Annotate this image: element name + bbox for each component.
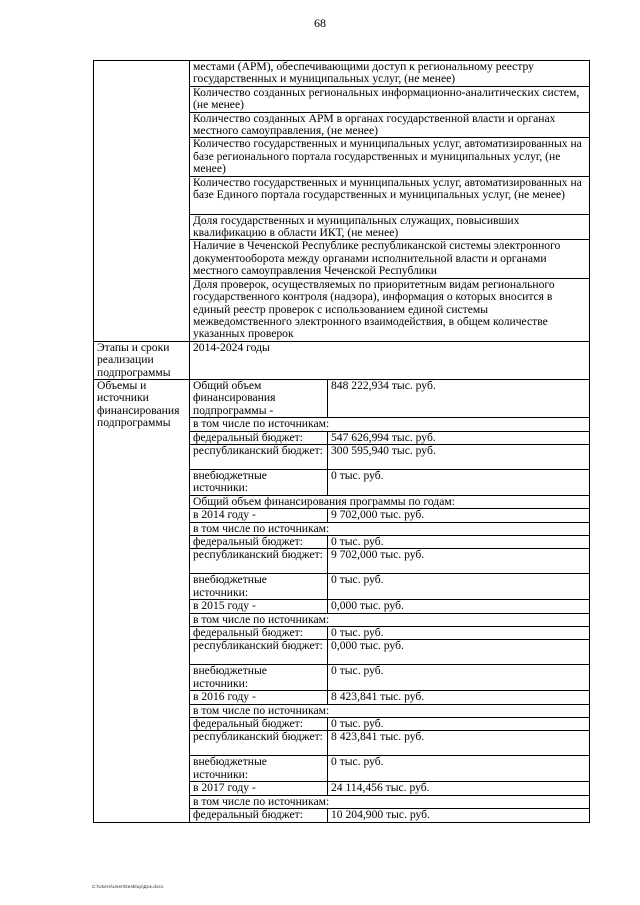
indicator-cell: Количество созданных АРМ в органах государственной власти и органах местного самоуправления, (не менее) xyxy=(190,112,590,138)
stages-label: Этапы и сроки реализации подпрограммы xyxy=(94,341,190,379)
year-offbudget-value: 0 тыс. руб. xyxy=(328,574,590,600)
year-federal-label: федеральный бюджет: xyxy=(190,536,328,549)
year-total: 0,000 тыс. руб. xyxy=(328,600,590,613)
year-offbudget-label: внебюджетные источники: xyxy=(190,665,328,691)
year-federal-value: 10 204,900 тыс. руб. xyxy=(328,809,590,822)
funding-by-years-label: Общий объем финансирования программы по годам: xyxy=(190,495,590,508)
year-republic-label: республиканский бюджет: xyxy=(190,731,328,756)
page-number: 68 xyxy=(314,16,326,30)
year-total: 8 423,841 тыс. руб. xyxy=(328,691,590,704)
indicator-cell: Доля проверок, осуществляемых по приоритетным видам регионального государственного контроля (надзора), информация о которых вносится в единый реестр проверок с использованием единой системы межведомственного электронного взаимодействия, в общем количестве указанных проверок xyxy=(190,278,590,341)
table-row xyxy=(94,341,590,379)
year-incl-sources: в том числе по источникам: xyxy=(190,522,590,535)
year-incl-sources: в том числе по источникам: xyxy=(190,704,590,717)
funding-label: Объемы и источники финансирования подпрограммы xyxy=(94,379,190,822)
indicator-cell: Количество государственных и муниципальных услуг, автоматизированных на базе Единого портала государственных и муниципальных услуг, (не менее) xyxy=(190,176,590,214)
funding-federal-value: 547 626,994 тыс. руб. xyxy=(328,431,590,444)
year-federal-value: 0 тыс. руб. xyxy=(328,718,590,731)
year-republic-label: республиканский бюджет: xyxy=(190,640,328,665)
indicator-cell: Наличие в Чеченской Республике республиканской системы электронного документооборота между органами исполнительной власти и органами местного самоуправления Чеченской Республики xyxy=(190,240,590,278)
file-path-footer: С:\Users\User\Desktop\Док.docx xyxy=(92,884,164,889)
funding-republic-value: 300 595,940 тыс. руб. xyxy=(328,444,590,469)
year-total: 24 114,456 тыс. руб. xyxy=(328,782,590,795)
year-label: в 2017 году - xyxy=(190,782,328,795)
table-row xyxy=(94,61,590,87)
funding-federal-label: федеральный бюджет: xyxy=(190,431,328,444)
stages-value: 2014-2024 годы xyxy=(190,341,590,379)
year-federal-value: 0 тыс. руб. xyxy=(328,627,590,640)
indicator-cell: Доля государственных и муниципальных служащих, повысивших квалификацию в области ИКТ, (не менее) xyxy=(190,214,590,240)
year-offbudget-label: внебюджетные источники: xyxy=(190,756,328,782)
year-republic-value: 9 702,000 тыс. руб. xyxy=(328,549,590,574)
funding-total-value: 848 222,934 тыс. руб. xyxy=(328,379,590,417)
indicator-cell: Количество государственных и муниципальных услуг, автоматизированных на базе регионального портала государственных и муниципальных услуг, (не менее) xyxy=(190,138,590,176)
funding-incl-sources: в том числе по источникам: xyxy=(190,418,590,431)
year-offbudget-value: 0 тыс. руб. xyxy=(328,665,590,691)
year-offbudget-value: 0 тыс. руб. xyxy=(328,756,590,782)
year-offbudget-label: внебюджетные источники: xyxy=(190,574,328,600)
indicator-cell: Количество созданных региональных информационно-аналитических систем, (не менее) xyxy=(190,86,590,112)
year-total: 9 702,000 тыс. руб. xyxy=(328,509,590,522)
funding-offbudget-label: внебюджетные источники: xyxy=(190,469,328,495)
year-label: в 2014 году - xyxy=(190,509,328,522)
year-federal-label: федеральный бюджет: xyxy=(190,718,328,731)
year-incl-sources: в том числе по источникам: xyxy=(190,613,590,626)
year-federal-value: 0 тыс. руб. xyxy=(328,536,590,549)
empty-left-cell xyxy=(94,61,190,342)
passport-table xyxy=(93,60,590,823)
year-republic-value: 8 423,841 тыс. руб. xyxy=(328,731,590,756)
year-federal-label: федеральный бюджет: xyxy=(190,627,328,640)
year-label: в 2016 году - xyxy=(190,691,328,704)
funding-republic-label: республиканский бюджет: xyxy=(190,444,328,469)
year-incl-sources: в том числе по источникам: xyxy=(190,795,590,808)
indicator-cell: местами (АРМ), обеспечивающими доступ к региональному реестру государственных и муниципальных услуг, (не менее) xyxy=(190,61,590,87)
year-federal-label: федеральный бюджет: xyxy=(190,809,328,822)
funding-offbudget-value: 0 тыс. руб. xyxy=(328,469,590,495)
year-republic-label: республиканский бюджет: xyxy=(190,549,328,574)
year-republic-value: 0,000 тыс. руб. xyxy=(328,640,590,665)
funding-total-label: Общий объем финансирования подпрограммы - xyxy=(190,379,328,417)
year-label: в 2015 году - xyxy=(190,600,328,613)
table-row xyxy=(94,379,590,417)
